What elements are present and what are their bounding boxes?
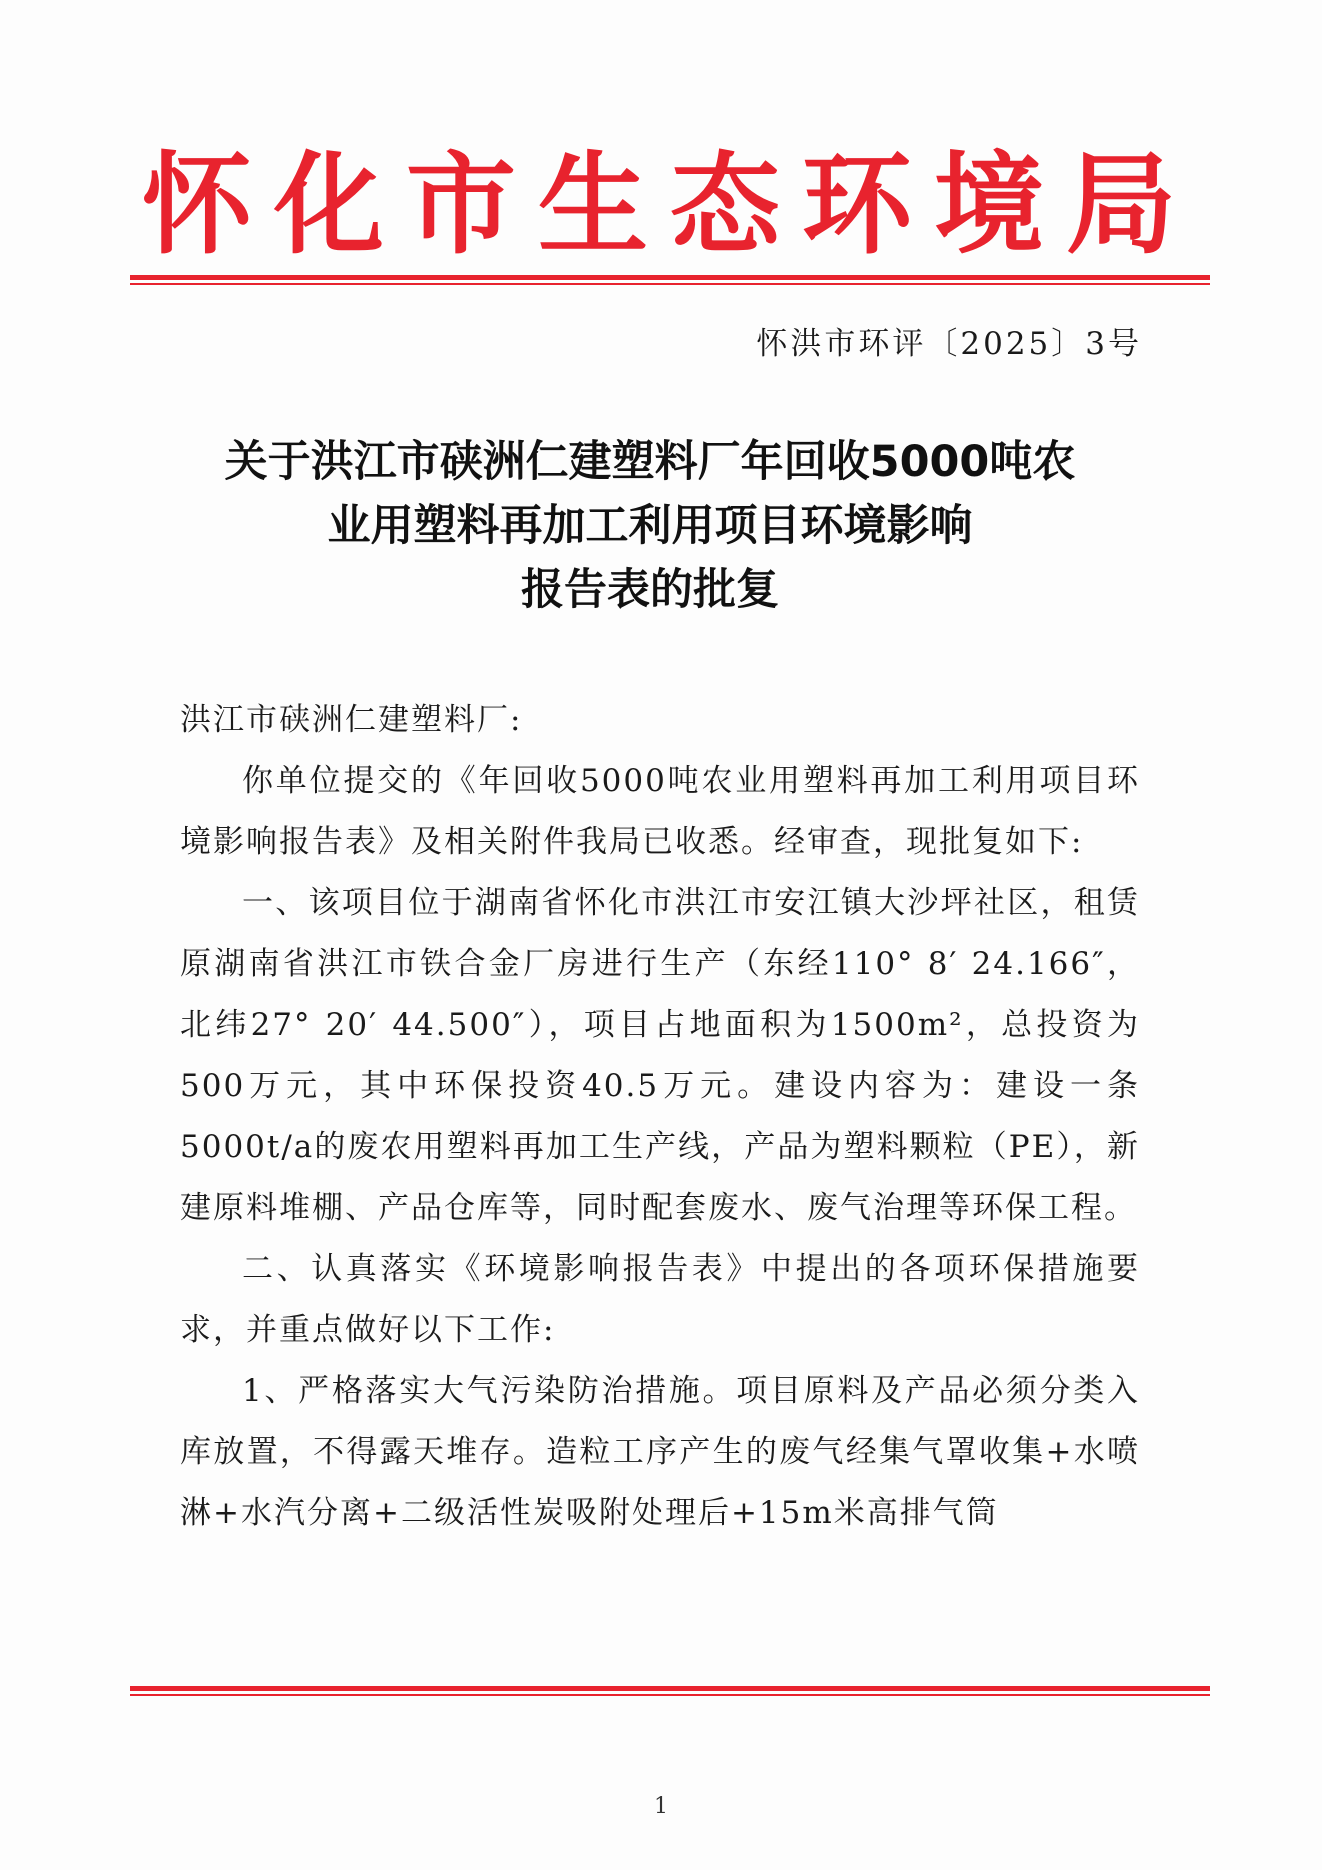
paragraph-project-overview: 一、该项目位于湖南省怀化市洪江市安江镇大沙坪社区，租赁原湖南省洪江市铁合金厂房进行生产（东经110° 8′ 24.166″，北纬27° 20′ 44.500″），项目占地面积为1500m²，总投资为500万元，其中环保投资40.5万元。建设内容为：建设一条5000t/a的废农用塑料再加工生产线，产品为塑料颗粒（PE），新建原料堆棚、产品仓库等，同时配套废水、废气治理等环保工程。 — [180, 885, 1140, 1226]
title-line-1: 关于洪江市硖洲仁建塑料厂年回收5000吨农 — [224, 437, 1076, 487]
footer-red-rule-thin — [130, 1694, 1210, 1696]
footer-red-rule-thick — [130, 1686, 1210, 1691]
document-number: 怀洪市环评〔2025〕3号 — [756, 326, 1142, 362]
header-red-rule-thick — [130, 275, 1210, 280]
title-line-2: 业用塑料再加工利用项目环境影响 — [327, 501, 973, 551]
title-line-3: 报告表的批复 — [521, 565, 779, 615]
document-title — [150, 430, 1150, 622]
header-red-rule-thin — [130, 283, 1210, 285]
paragraph-intro: 你单位提交的《年回收5000吨农业用塑料再加工利用项目环境影响报告表》及相关附件我局已收悉。经审查，现批复如下: — [180, 763, 1140, 860]
document-body — [180, 690, 1140, 1544]
addressee: 洪江市硖洲仁建塑料厂: — [180, 702, 523, 738]
page-number: 1 — [654, 1794, 668, 1819]
paragraph-air-pollution: 1、严格落实大气污染防治措施。项目原料及产品必须分类入库放置，不得露天堆存。造粒工序产生的废气经集气罩收集+水喷淋+水汽分离+二级活性炭吸附处理后+15m米高排气筒 — [180, 1373, 1140, 1531]
agency-masthead: 怀化市生态环境局 — [142, 140, 1198, 269]
paragraph-requirements: 二、认真落实《环境影响报告表》中提出的各项环保措施要求，并重点做好以下工作: — [180, 1251, 1140, 1348]
